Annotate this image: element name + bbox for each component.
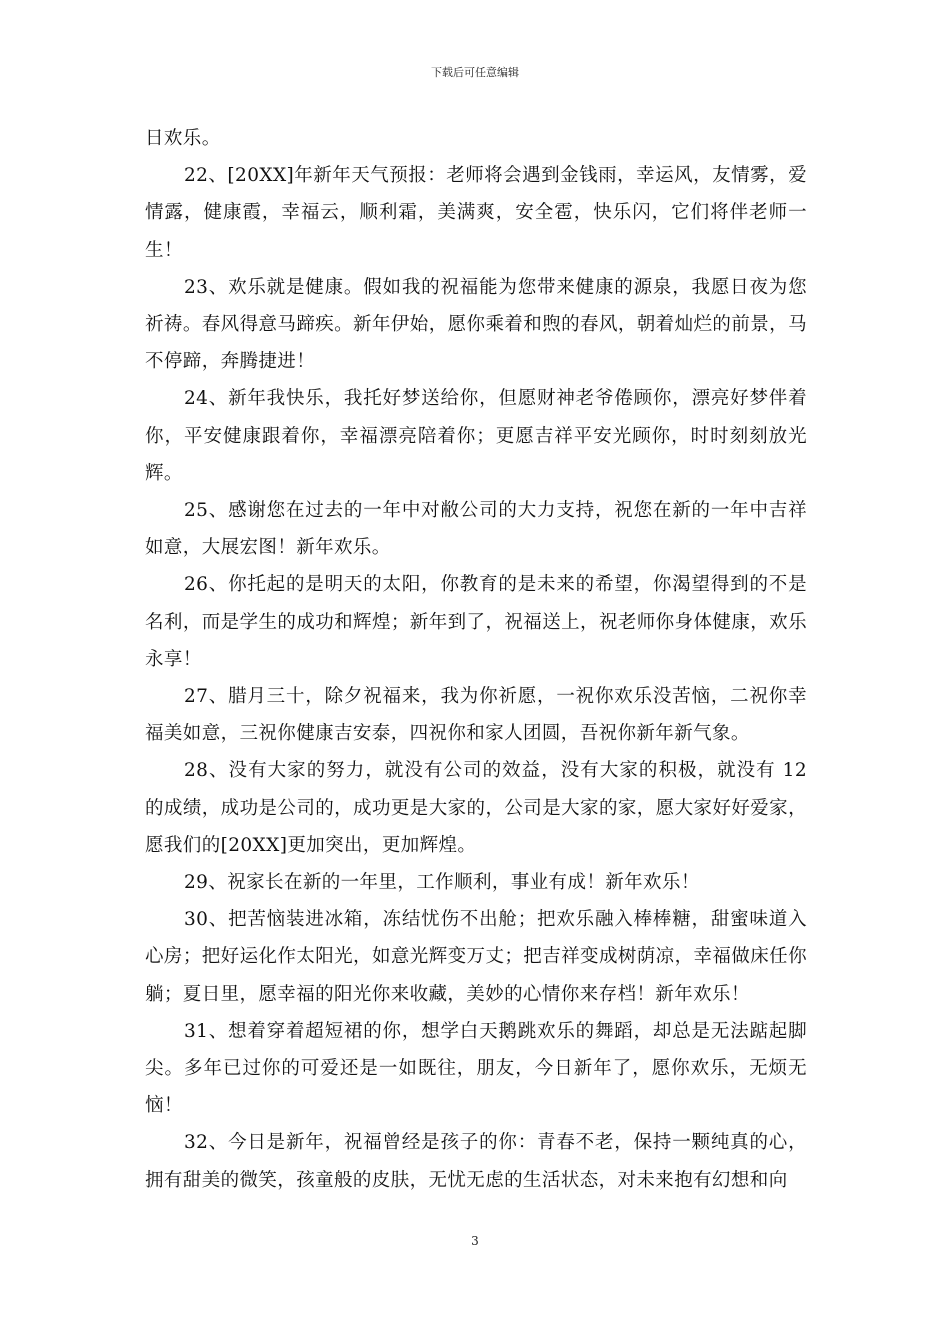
paragraph-32: 32、今日是新年，祝福曾经是孩子的你：青春不老，保持一颗纯真的心，拥有甜美的微笑，孩童般的皮肤，无忧无虑的生活状态，对未来抱有幻想和向 [145, 1132, 807, 1191]
document-body [145, 120, 807, 1199]
paragraph-continuation: 日欢乐。 [145, 128, 221, 149]
page-number: 3 [471, 1234, 479, 1248]
paragraph-28: 28、没有大家的努力，就没有公司的效益，没有大家的积极，就没有 12 的成绩，成功是公司的，成功更是大家的，公司是大家的家，愿大家好好爱家，愿我们的[20XX]更加突出，更加辉煌。 [145, 760, 807, 856]
paragraph-24: 24、新年我快乐，我托好梦送给你，但愿财神老爷倦顾你，漂亮好梦伴着你，平安健康跟着你，幸福漂亮陪着你；更愿吉祥平安光顾你，时时刻刻放光辉。 [145, 388, 807, 484]
paragraph-22: 22、[20XX]年新年天气预报：老师将会遇到金钱雨，幸运风，友情雾，爱情露，健康霞，幸福云，顺利霜，美满爽，安全雹，快乐闪，它们将伴老师一生！ [145, 165, 807, 261]
paragraph-27: 27、腊月三十，除夕祝福来，我为你祈愿，一祝你欢乐没苦恼，二祝你幸福美如意，三祝你健康吉安泰，四祝你和家人团圆，吾祝你新年新气象。 [145, 686, 807, 745]
page-header: 下载后可任意编辑 [431, 66, 519, 79]
paragraph-25: 25、感谢您在过去的一年中对敝公司的大力支持，祝您在新的一年中吉祥如意，大展宏图！新年欢乐。 [145, 500, 807, 559]
paragraph-30: 30、把苦恼装进冰箱，冻结忧伤不出舱；把欢乐融入棒棒糖，甜蜜味道入心房；把好运化作太阳光，如意光辉变万丈；把吉祥变成树荫凉，幸福做床任你躺；夏日里，愿幸福的阳光你来收藏，美妙的心情你来存档！新年欢乐！ [145, 909, 807, 1005]
paragraph-29: 29、祝家长在新的一年里，工作顺利，事业有成！新年欢乐！ [184, 872, 700, 894]
paragraph-26: 26、你托起的是明天的太阳，你教育的是未来的希望，你渴望得到的不是名利，而是学生的成功和辉煌；新年到了，祝福送上，祝老师你身体健康，欢乐永享！ [145, 574, 807, 670]
paragraph-31: 31、想着穿着超短裙的你，想学白天鹅跳欢乐的舞蹈，却总是无法踮起脚尖。多年已过你的可爱还是一如既往，朋友，今日新年了，愿你欢乐，无烦无恼！ [145, 1020, 807, 1117]
paragraph-23: 23、欢乐就是健康。假如我的祝福能为您带来健康的源泉，我愿日夜为您祈祷。春风得意马蹄疾。新年伊始，愿你乘着和煦的春风，朝着灿烂的前景，马不停蹄，奔腾捷进！ [145, 276, 807, 373]
